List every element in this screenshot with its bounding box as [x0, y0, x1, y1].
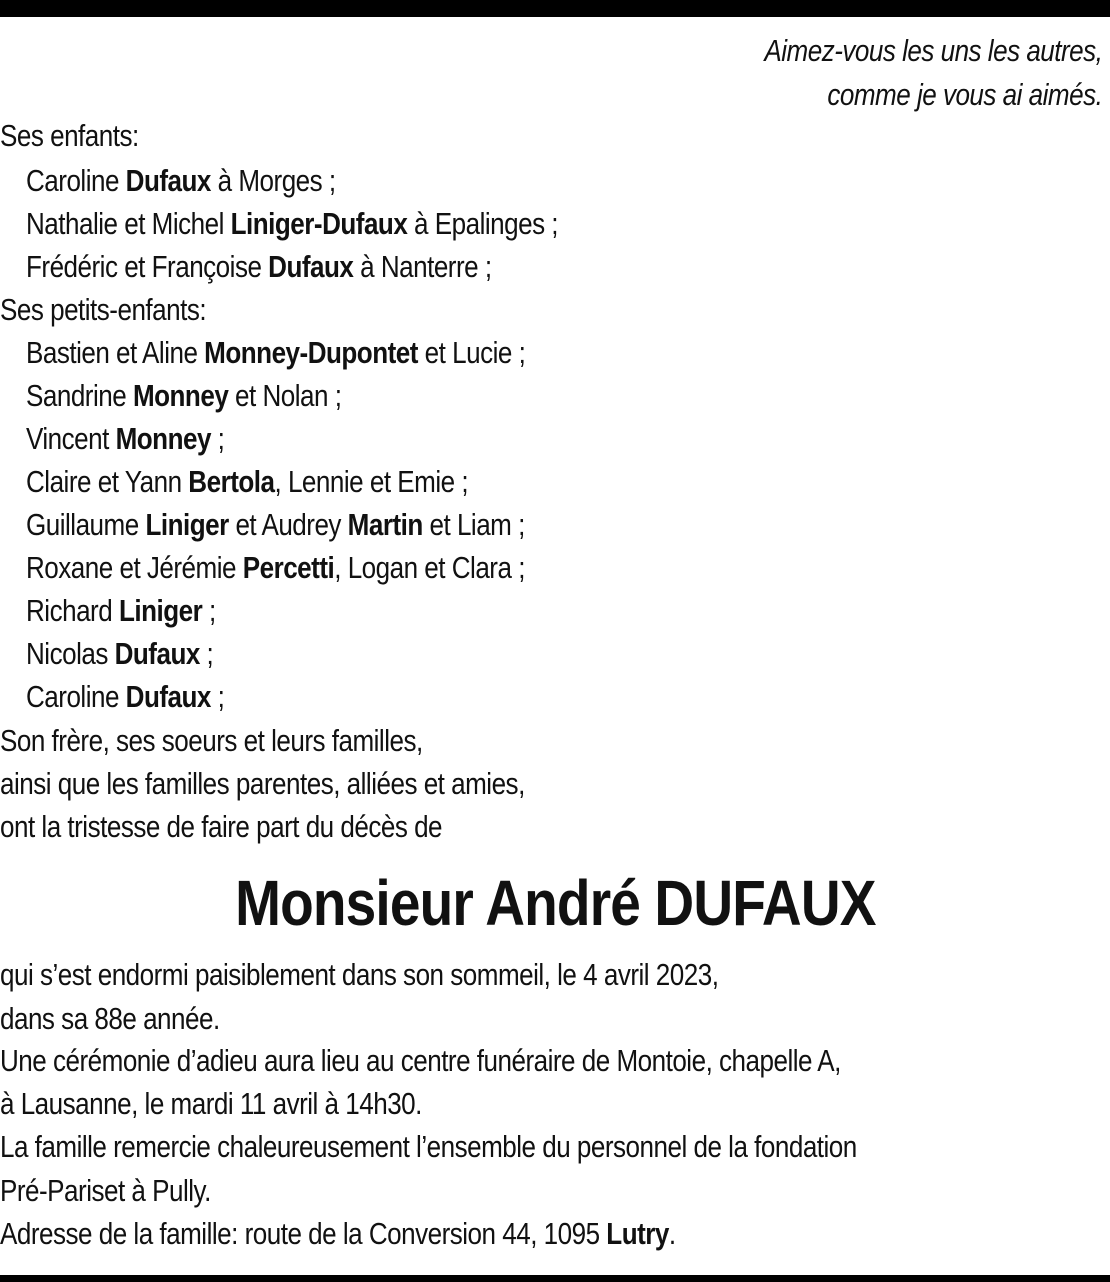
top-border-rule: [0, 0, 1110, 17]
child-line: Nathalie et Michel Liniger-Dufaux à Epalinges ;: [26, 206, 559, 241]
thanks-line: Pré-Pariset à Pully.: [0, 1173, 211, 1208]
detail-line: qui s’est endormi paisiblement dans son sommeil, le 4 avril 2023,: [0, 957, 719, 992]
epigraph-line-2: comme je vous ai aimés.: [827, 77, 1102, 112]
grandchild-line: Roxane et Jérémie Percetti, Logan et Clara ;: [26, 550, 525, 585]
grandchild-line: Sandrine Monney et Nolan ;: [26, 378, 342, 413]
children-heading: Ses enfants:: [0, 118, 139, 153]
detail-line: dans sa 88e année.: [0, 1001, 220, 1036]
epigraph-line-1: Aimez-vous les uns les autres,: [763, 33, 1102, 68]
family-line: ainsi que les familles parentes, alliées et amies,: [0, 766, 525, 801]
thanks-line: La famille remercie chaleureusement l’ensemble du personnel de la fondation: [0, 1129, 857, 1164]
grandchild-line: Vincent Monney ;: [26, 421, 225, 456]
grandchild-line: Nicolas Dufaux ;: [26, 636, 214, 671]
deceased-name: Monsieur André DUFAUX: [234, 867, 876, 939]
child-line: Caroline Dufaux à Morges ;: [26, 163, 336, 198]
child-line: Frédéric et Françoise Dufaux à Nanterre ;: [26, 249, 492, 284]
bottom-border-rule: [0, 1275, 1110, 1282]
family-line: Son frère, ses soeurs et leurs familles,: [0, 723, 423, 758]
grandchild-line: Claire et Yann Bertola, Lennie et Emie ;: [26, 464, 469, 499]
grandchild-line: Bastien et Aline Monney-Dupontet et Lucie ;: [26, 335, 526, 370]
ceremony-line: à Lausanne, le mardi 11 avril à 14h30.: [0, 1086, 422, 1121]
grandchild-line: Guillaume Liniger et Audrey Martin et Liam ;: [26, 507, 525, 542]
grandchild-line: Richard Liniger ;: [26, 593, 216, 628]
grandchild-line: Caroline Dufaux ;: [26, 679, 225, 714]
ceremony-line: Une cérémonie d’adieu aura lieu au centre funéraire de Montoie, chapelle A,: [0, 1043, 841, 1078]
grandchildren-heading: Ses petits-enfants:: [0, 292, 207, 327]
announcement-line: ont la tristesse de faire part du décès de: [0, 809, 443, 844]
family-address: Adresse de la famille: route de la Conversion 44, 1095 Lutry.: [0, 1216, 676, 1251]
